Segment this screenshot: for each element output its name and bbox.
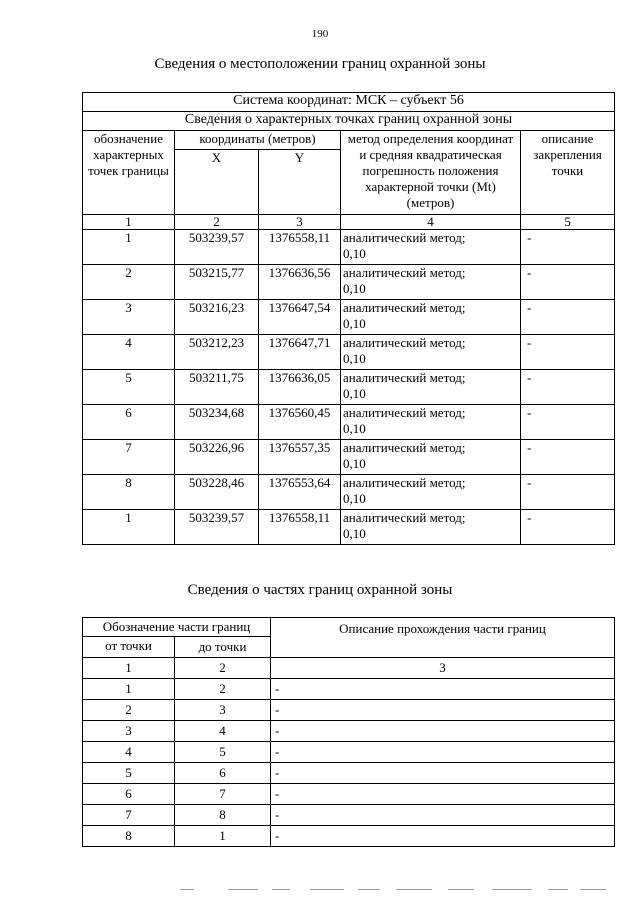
table-row [83, 370, 615, 405]
table-row [83, 742, 615, 763]
y-coordinate: 1376636,56 [259, 265, 341, 300]
point-description: - [521, 370, 615, 405]
part-description: - [271, 742, 615, 763]
to-point: 8 [175, 805, 271, 826]
from-point: 3 [83, 721, 175, 742]
table-row [83, 440, 615, 475]
header-point-designation: обозначение характерных точек границы [83, 131, 175, 215]
from-point: 6 [83, 784, 175, 805]
mt-value: 0,10 [343, 456, 366, 471]
header-part-designation: Обозначение части границ [83, 618, 271, 637]
table-row [83, 826, 615, 847]
column-number: 5 [521, 215, 615, 230]
header-to-point: до точки [175, 637, 271, 658]
section-title-boundary-parts: Сведения о частях границ охранной зоны [187, 582, 453, 598]
point-id: 6 [83, 405, 175, 440]
method-cell [341, 300, 521, 335]
x-coordinate: 503239,57 [175, 510, 259, 545]
method-text: аналитический метод; [343, 230, 466, 245]
table-row [83, 265, 615, 300]
to-point: 7 [175, 784, 271, 805]
point-description: - [521, 405, 615, 440]
y-coordinate: 1376558,11 [259, 230, 341, 265]
method-text: аналитический метод; [343, 265, 466, 280]
header-method: метод определения координат и средняя квадратическая погрешность положения характерной точки (Mt) (метров) [341, 131, 521, 215]
column-number: 1 [83, 658, 175, 679]
mt-value: 0,10 [343, 351, 366, 366]
method-cell [341, 335, 521, 370]
y-coordinate: 1376560,45 [259, 405, 341, 440]
from-point: 5 [83, 763, 175, 784]
y-coordinate: 1376557,35 [259, 440, 341, 475]
to-point: 1 [175, 826, 271, 847]
to-point: 2 [175, 679, 271, 700]
point-description: - [521, 300, 615, 335]
part-description: - [271, 784, 615, 805]
table-row [83, 475, 615, 510]
table-row [83, 679, 615, 700]
table-row [83, 763, 615, 784]
y-coordinate: 1376558,11 [259, 510, 341, 545]
column-numbers-row [83, 215, 615, 230]
to-point: 3 [175, 700, 271, 721]
to-point: 6 [175, 763, 271, 784]
x-coordinate: 503211,75 [175, 370, 259, 405]
mt-value: 0,10 [343, 421, 366, 436]
column-number: 3 [271, 658, 615, 679]
header-y: Y [259, 150, 341, 215]
table-row [83, 300, 615, 335]
method-cell [341, 230, 521, 265]
from-point: 7 [83, 805, 175, 826]
mt-value: 0,10 [343, 281, 366, 296]
method-cell [341, 510, 521, 545]
point-id: 3 [83, 300, 175, 335]
boundary-parts-table [82, 617, 615, 847]
header-description: описание закрепления точки [521, 131, 615, 215]
method-cell [341, 440, 521, 475]
from-point: 4 [83, 742, 175, 763]
from-point: 2 [83, 700, 175, 721]
part-description: - [271, 679, 615, 700]
table-row [83, 405, 615, 440]
table-row [83, 721, 615, 742]
table-row [83, 510, 615, 545]
x-coordinate: 503226,96 [175, 440, 259, 475]
x-coordinate: 503212,23 [175, 335, 259, 370]
method-text: аналитический метод; [343, 440, 466, 455]
method-cell [341, 405, 521, 440]
table-row [83, 335, 615, 370]
header-coordinates: координаты (метров) [175, 131, 341, 150]
y-coordinate: 1376553,64 [259, 475, 341, 510]
part-description: - [271, 805, 615, 826]
document-title: Сведения о местоположении границ охранной зоны [154, 56, 486, 72]
part-description: - [271, 763, 615, 784]
boundary-points-table [82, 92, 615, 545]
mt-value: 0,10 [343, 246, 366, 261]
mt-value: 0,10 [343, 491, 366, 506]
to-point: 4 [175, 721, 271, 742]
x-coordinate: 503234,68 [175, 405, 259, 440]
x-coordinate: 503228,46 [175, 475, 259, 510]
scan-artifact-marks [180, 886, 610, 894]
header-from-point: от точки [83, 637, 175, 658]
to-point: 5 [175, 742, 271, 763]
point-id: 1 [83, 230, 175, 265]
point-id: 7 [83, 440, 175, 475]
column-number: 4 [341, 215, 521, 230]
table-row [83, 784, 615, 805]
table-row [83, 700, 615, 721]
point-description: - [521, 230, 615, 265]
mt-value: 0,10 [343, 386, 366, 401]
column-number: 2 [175, 658, 271, 679]
x-coordinate: 503216,23 [175, 300, 259, 335]
column-number: 1 [83, 215, 175, 230]
point-id: 8 [83, 475, 175, 510]
column-number: 3 [259, 215, 341, 230]
header-x: X [175, 150, 259, 215]
method-cell [341, 370, 521, 405]
y-coordinate: 1376647,54 [259, 300, 341, 335]
table-row [83, 805, 615, 826]
point-id: 4 [83, 335, 175, 370]
point-description: - [521, 265, 615, 300]
from-point: 8 [83, 826, 175, 847]
method-text: аналитический метод; [343, 300, 466, 315]
table-row [83, 230, 615, 265]
method-cell [341, 265, 521, 300]
column-numbers-row [83, 658, 615, 679]
y-coordinate: 1376647,71 [259, 335, 341, 370]
coordinate-system-caption: Система координат: МСК – субъект 56 [83, 93, 615, 112]
point-description: - [521, 440, 615, 475]
point-id: 1 [83, 510, 175, 545]
part-description: - [271, 700, 615, 721]
method-text: аналитический метод; [343, 335, 466, 350]
mt-value: 0,10 [343, 316, 366, 331]
method-cell [341, 475, 521, 510]
point-description: - [521, 335, 615, 370]
method-text: аналитический метод; [343, 475, 466, 490]
method-text: аналитический метод; [343, 510, 466, 525]
x-coordinate: 503239,57 [175, 230, 259, 265]
part-description: - [271, 721, 615, 742]
y-coordinate: 1376636,05 [259, 370, 341, 405]
point-description: - [521, 475, 615, 510]
header-part-description: Описание прохождения части границ [271, 618, 615, 658]
part-description: - [271, 826, 615, 847]
method-text: аналитический метод; [343, 370, 466, 385]
column-number: 2 [175, 215, 259, 230]
table-subtitle: Сведения о характерных точках границ охранной зоны [83, 112, 615, 131]
point-id: 5 [83, 370, 175, 405]
x-coordinate: 503215,77 [175, 265, 259, 300]
from-point: 1 [83, 679, 175, 700]
point-id: 2 [83, 265, 175, 300]
page-number: 190 [311, 28, 329, 40]
method-text: аналитический метод; [343, 405, 466, 420]
mt-value: 0,10 [343, 526, 366, 541]
point-description: - [521, 510, 615, 545]
